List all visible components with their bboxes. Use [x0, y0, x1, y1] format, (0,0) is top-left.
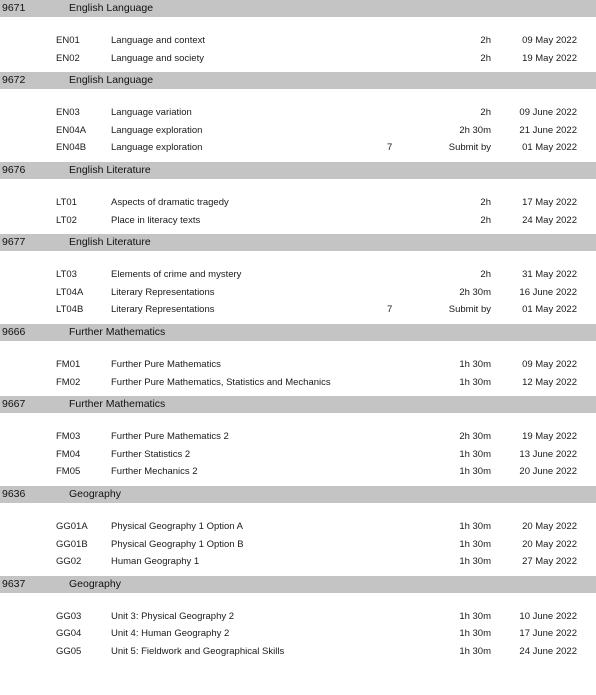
subject-section [0, 576, 596, 666]
component-title: Language and society [111, 52, 204, 64]
component-date: 19 May 2022 [522, 52, 577, 64]
component-code: LT03 [56, 269, 77, 281]
component-code: EN03 [56, 107, 80, 119]
component-date: 09 June 2022 [519, 107, 577, 119]
component-extra: 7 [387, 304, 393, 316]
component-code: LT04B [56, 304, 84, 316]
section-header [0, 0, 596, 17]
component-duration: 1h 30m [459, 538, 491, 550]
component-duration: 1h 30m [459, 466, 491, 478]
component-code: GG01A [56, 520, 88, 532]
exam-row [0, 122, 596, 140]
component-code: FM02 [56, 376, 81, 388]
exam-row [0, 104, 596, 122]
component-code: EN02 [56, 52, 80, 64]
component-date: 17 May 2022 [522, 196, 577, 208]
component-date: 20 May 2022 [522, 538, 577, 550]
component-duration: 2h 30m [459, 431, 491, 443]
component-code: EN04A [56, 124, 87, 136]
component-duration: 1h 30m [459, 376, 491, 388]
component-title: Unit 4: Human Geography 2 [111, 628, 230, 640]
component-title: Language exploration [111, 124, 203, 136]
subject-name: English Language [69, 74, 154, 87]
exam-row [0, 266, 596, 284]
section-header [0, 162, 596, 179]
exam-row [0, 518, 596, 536]
component-code: GG01B [56, 538, 88, 550]
subject-section [0, 0, 596, 72]
component-code: LT01 [56, 196, 77, 208]
component-title: Literary Representations [111, 286, 215, 298]
component-duration: 1h 30m [459, 610, 491, 622]
component-duration: Submit by [448, 142, 491, 154]
syllabus-code: 9671 [2, 2, 26, 14]
component-title: Unit 3: Physical Geography 2 [111, 610, 235, 622]
component-title: Language exploration [111, 142, 203, 154]
component-duration: 1h 30m [459, 520, 491, 532]
component-title: Physical Geography 1 Option B [111, 538, 244, 550]
exam-row [0, 356, 596, 374]
component-duration: 1h 30m [459, 628, 491, 640]
component-date: 13 June 2022 [519, 448, 577, 460]
component-title: Language and context [111, 35, 206, 46]
component-duration: 2h [480, 52, 491, 64]
exam-row [0, 428, 596, 446]
exam-row [0, 536, 596, 554]
component-date: 10 June 2022 [519, 610, 577, 622]
subject-name: English Language [69, 2, 154, 14]
component-code: EN04B [56, 142, 87, 154]
subject-section [0, 72, 596, 162]
syllabus-code: 9676 [2, 163, 26, 176]
component-date: 09 May 2022 [522, 358, 577, 370]
component-date: 24 June 2022 [519, 645, 577, 657]
exam-row [0, 463, 596, 481]
component-title: Further Statistics 2 [111, 448, 191, 460]
component-title: Further Pure Mathematics 2 [111, 431, 229, 443]
section-header [0, 72, 596, 89]
component-date: 27 May 2022 [522, 556, 577, 568]
component-date: 17 June 2022 [519, 628, 577, 640]
syllabus-code: 9637 [2, 577, 26, 590]
section-header [0, 234, 596, 251]
component-title: Further Pure Mathematics [111, 358, 221, 370]
exam-row [0, 608, 596, 626]
component-duration: 1h 30m [459, 556, 491, 568]
subject-name: Further Mathematics [69, 398, 166, 411]
component-code: FM01 [56, 358, 81, 370]
component-duration: 2h [480, 214, 491, 226]
component-duration: 2h [480, 196, 491, 208]
section-header [0, 576, 596, 593]
exam-row [0, 553, 596, 571]
subject-name: Geography [69, 577, 121, 590]
component-code: FM05 [56, 466, 81, 478]
exam-row [0, 50, 596, 68]
exam-row [0, 194, 596, 212]
component-title: Language variation [111, 107, 192, 119]
exam-row [0, 32, 596, 50]
component-code: GG05 [56, 645, 82, 657]
component-title: Further Mechanics 2 [111, 466, 198, 478]
syllabus-code: 9666 [2, 325, 26, 338]
syllabus-code: 9636 [2, 487, 26, 500]
component-title: Literary Representations [111, 304, 215, 316]
subject-section [0, 486, 596, 576]
component-title: Aspects of dramatic tragedy [111, 196, 229, 208]
component-duration: 1h 30m [459, 645, 491, 657]
syllabus-code: 9667 [2, 398, 26, 411]
component-date: 01 May 2022 [522, 142, 577, 154]
component-code: GG02 [56, 556, 82, 568]
component-date: 20 May 2022 [522, 520, 577, 532]
component-duration: 2h [480, 35, 491, 46]
component-duration: 2h 30m [459, 124, 491, 136]
exam-row [0, 446, 596, 464]
component-code: LT02 [56, 214, 77, 226]
component-title: Place in literacy texts [111, 214, 201, 226]
component-title: Physical Geography 1 Option A [111, 520, 244, 532]
component-code: FM03 [56, 431, 81, 443]
component-code: FM04 [56, 448, 81, 460]
syllabus-code: 9677 [2, 236, 26, 249]
subject-section [0, 234, 596, 324]
component-code: LT04A [56, 286, 84, 298]
subject-name: English Literature [69, 236, 151, 249]
component-date: 24 May 2022 [522, 214, 577, 226]
exam-row [0, 374, 596, 392]
component-title: Unit 5: Fieldwork and Geographical Skills [111, 645, 285, 657]
section-header [0, 486, 596, 503]
component-duration: 2h 30m [459, 286, 491, 298]
component-date: 09 May 2022 [522, 35, 577, 46]
syllabus-code: 9672 [2, 74, 26, 87]
component-extra: 7 [387, 142, 393, 154]
component-code: GG04 [56, 628, 82, 640]
component-duration: 1h 30m [459, 448, 491, 460]
exam-row [0, 212, 596, 230]
exam-row [0, 284, 596, 302]
component-title: Elements of crime and mystery [111, 269, 242, 281]
component-date: 20 June 2022 [519, 466, 577, 478]
component-duration: 1h 30m [459, 358, 491, 370]
subject-name: English Literature [69, 163, 151, 176]
component-code: EN01 [56, 35, 80, 46]
component-date: 12 May 2022 [522, 376, 577, 388]
subject-name: Further Mathematics [69, 325, 166, 338]
subject-name: Geography [69, 487, 121, 500]
subject-section [0, 396, 596, 486]
exam-row [0, 301, 596, 319]
component-date: 31 May 2022 [522, 269, 577, 281]
component-duration: 2h [480, 107, 491, 119]
component-code: GG03 [56, 610, 82, 622]
component-date: 01 May 2022 [522, 304, 577, 316]
exam-row [0, 643, 596, 661]
section-header [0, 396, 596, 413]
component-title: Human Geography 1 [111, 556, 200, 568]
subject-section [0, 324, 596, 396]
component-title: Further Pure Mathematics, Statistics and Mechanics [111, 376, 331, 388]
component-date: 16 June 2022 [519, 286, 577, 298]
exam-row [0, 139, 596, 157]
component-date: 21 June 2022 [519, 124, 577, 136]
component-duration: 2h [480, 269, 491, 281]
section-header [0, 324, 596, 341]
component-duration: Submit by [448, 304, 491, 316]
exam-row [0, 625, 596, 643]
subject-section [0, 162, 596, 234]
component-date: 19 May 2022 [522, 431, 577, 443]
